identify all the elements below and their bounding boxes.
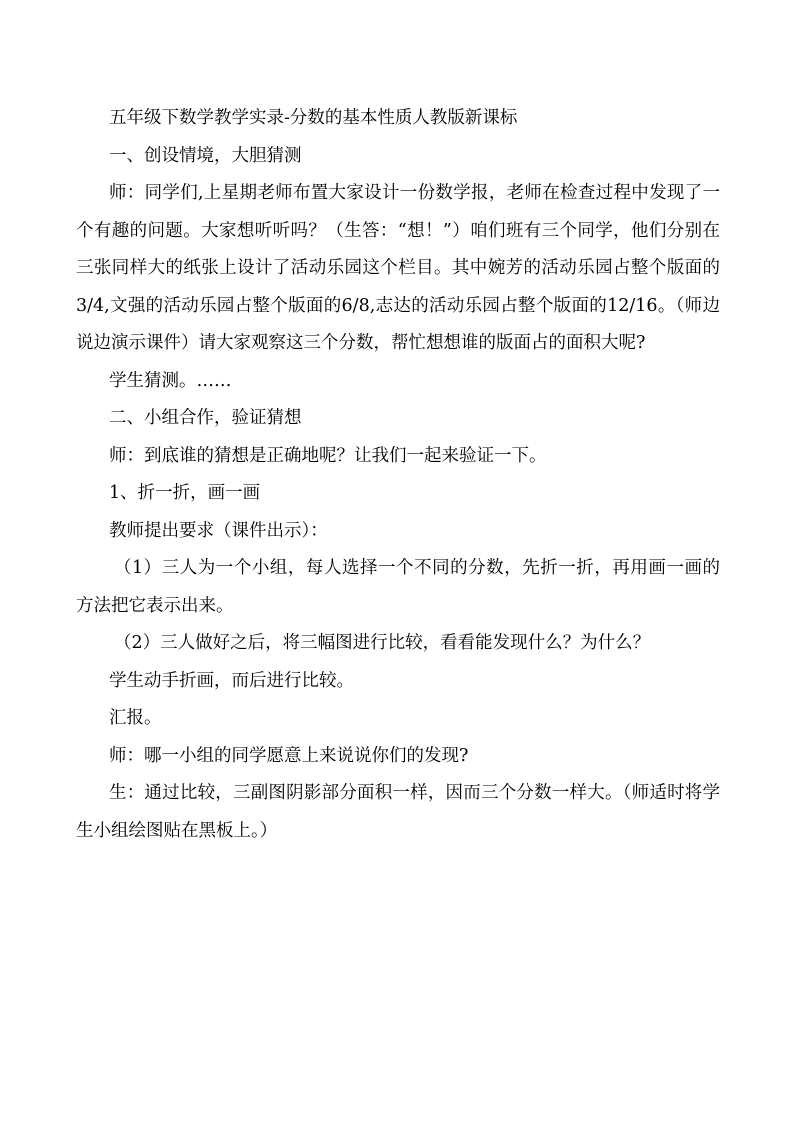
subheading-fold-draw: 1、折一折，画一画: [109, 483, 261, 503]
teacher-invite-paragraph: 师：哪一小组的同学愿意上来说说你们的发现?: [109, 745, 469, 766]
teacher-intro-paragraph: 师：同学们,上星期老师布置大家设计一份数学报，老师在检查过程中发现了一个有趣的问题。大家想听听吗？（生答：“想！”）咱们班有三个同学，他们分别在三张同样大的纸张上设计了活动乐园这个栏目。其中婉芳的活动乐园占整个版面的3/4,文强的活动乐园占整个版面的6/8,志达的活动乐园占整个版面的12/16。（师边说边演示课件）请大家观察这三个分数，帮忙想想谁的版面占的面积大呢?: [76, 183, 720, 353]
report-paragraph: 汇报。: [109, 708, 162, 728]
section-heading-1: 一、创设情境，大胆猜测: [109, 145, 302, 166]
student-answer-paragraph: 生：通过比较，三副图阴影部分面积一样，因而三个分数一样大。（师适时将学生小组绘图贴在黑板上。）: [76, 783, 720, 841]
student-activity-paragraph: 学生动手折画，而后进行比较。: [109, 670, 354, 691]
document-body: [76, 100, 720, 850]
document-title: 五年级下数学教学实录-分数的基本性质人教版新课标: [109, 108, 518, 128]
section-heading-2: 二、小组合作，验证猜想: [109, 408, 302, 428]
requirement-item-2: （2）三人做好之后，将三幅图进行比较，看看能发现什么？为什么？: [114, 633, 651, 653]
teacher-requirements-paragraph: 教师提出要求（课件出示）：: [109, 520, 328, 541]
teacher-question-paragraph: 师：到底谁的猜想是正确地呢？让我们一起来验证一下。: [109, 445, 547, 466]
student-guess-paragraph: 学生猜测。……: [109, 370, 232, 391]
requirement-item-1: （1）三人为一个小组，每人选择一个不同的分数，先折一折，再用画一画的方法把它表示出来。: [76, 558, 720, 616]
